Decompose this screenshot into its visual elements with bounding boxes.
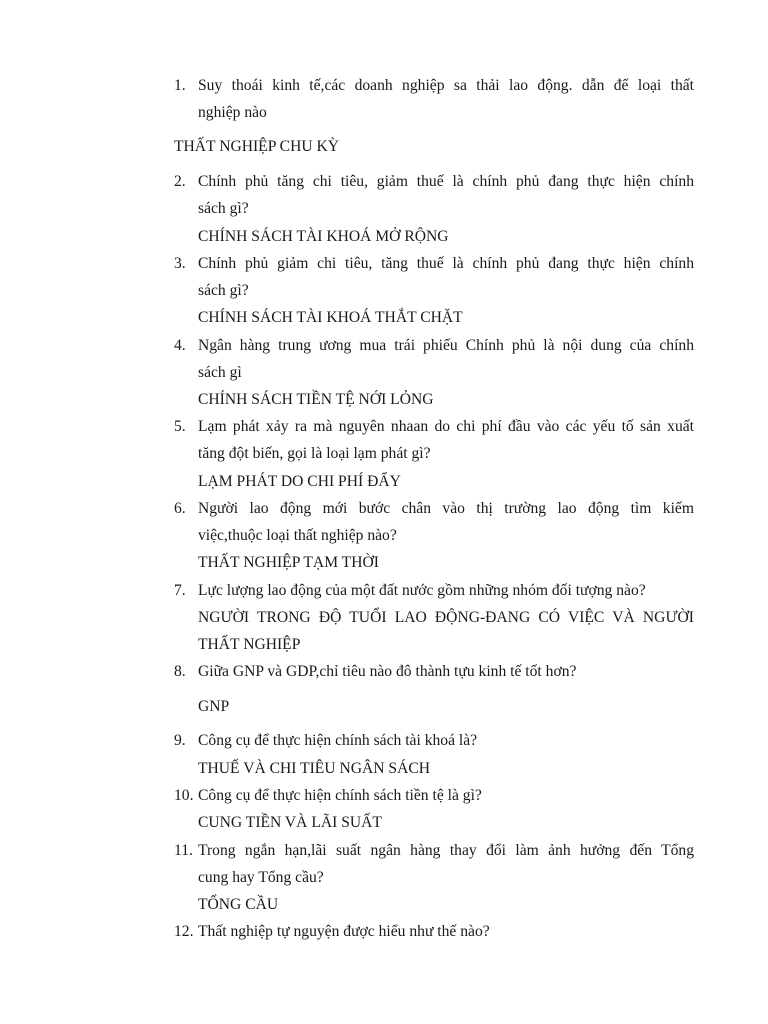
question-text [198,658,694,685]
question-line: sách gì? [198,200,249,217]
question-text [198,413,694,467]
answer-text [198,604,694,658]
question-line: Ngân hàng trung ương mua trái phiếu Chính phủ là nội dung của chính [198,337,694,354]
question-text [198,577,694,604]
item-number: 2. [174,173,186,190]
question-line: Giữa GNP và GDP,chỉ tiêu nào đô thành tựu kinh tế tốt hơn? [198,663,577,680]
item-number: 4. [174,337,186,354]
question-line: Công cụ để thực hiện chính sách tiền tệ là gì? [198,787,482,804]
item-number: 12. [174,923,194,940]
question-text [198,72,694,126]
question-text [198,250,694,304]
item-number: 6. [174,500,186,517]
item-number: 7. [174,582,186,599]
question-text [198,782,694,809]
question-line: sách gì [198,364,242,381]
answer-text: THẤT NGHIỆP TẠM THỜI [198,554,379,571]
answer-text: LẠM PHÁT DO CHI PHÍ ĐẨY [198,473,401,490]
question-line: Thất nghiệp tự nguyện được hiểu như thế nào? [198,923,490,940]
question-line: Suy thoái kinh tế,các doanh nghiệp sa thải lao động. dẫn để loại thất [198,77,694,94]
question-line: Người lao động mới bước chân vào thị trường lao động tìm kiếm [198,500,694,517]
question-line: cung hay Tổng cầu? [198,869,324,886]
answer-text: CHÍNH SÁCH TIỀN TỆ NỚI LỎNG [198,391,434,408]
question-text [198,168,694,222]
question-line: Chính phủ giảm chi tiêu, tăng thuế là chính phủ đang thực hiện chính [198,255,694,272]
item-number: 1. [174,77,186,94]
answer-line: THẤT NGHIỆP [198,636,301,653]
question-line: Lạm phát xảy ra mà nguyên nhaan do chi phí đầu vào các yếu tố sản xuất [198,418,694,435]
question-text [198,332,694,386]
answer-text: CHÍNH SÁCH TÀI KHOÁ THẮT CHẶT [198,309,463,326]
answer-line: NGƯỜI TRONG ĐỘ TUỔI LAO ĐỘNG-ĐANG CÓ VIỆC VÀ NGƯỜI [198,609,694,626]
answer-text: THUẾ VÀ CHI TIÊU NGÂN SÁCH [198,760,431,777]
item-number: 11. [174,842,193,859]
question-line: việc,thuộc loại thất nghiệp nào? [198,527,397,544]
item-number: 10. [174,787,194,804]
question-line: sách gì? [198,282,249,299]
item-number: 5. [174,418,186,435]
answer-text: GNP [198,698,230,715]
question-line: Trong ngắn hạn,lãi suất ngân hàng thay đổi làm ảnh hưởng đến Tổng [198,842,694,859]
answer-text: THẤT NGHIỆP CHU KỲ [174,138,340,155]
item-number: 9. [174,732,186,749]
question-text [198,727,694,754]
question-line: Công cụ để thực hiện chính sách tài khoá là? [198,732,478,749]
item-number: 3. [174,255,186,272]
question-line: tăng đột biến, gọi là loại lạm phát gì? [198,445,431,462]
answer-text: TỔNG CẦU [198,896,279,913]
question-line: Lực lượng lao động của một đất nước gồm những nhóm đối tượng nào? [198,582,646,599]
question-text [198,918,694,945]
question-line: Chính phủ tăng chi tiêu, giảm thuế là chính phủ đang thực hiện chính [198,173,694,190]
item-number: 8. [174,663,186,680]
answer-text: CHÍNH SÁCH TÀI KHOÁ MỞ RỘNG [198,228,449,245]
question-text [198,495,694,549]
question-line: nghiệp nào [198,104,267,121]
answer-text: CUNG TIỀN VÀ LÃI SUẤT [198,814,382,831]
question-text [198,837,694,891]
